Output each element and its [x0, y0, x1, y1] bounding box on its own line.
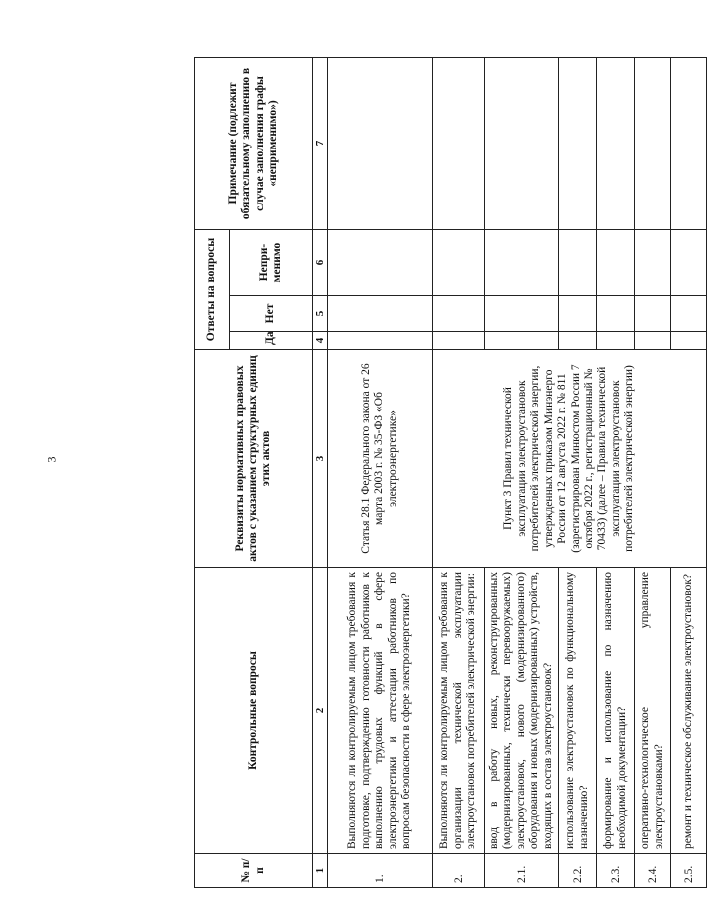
- header-answers: Ответы на вопросы: [195, 230, 230, 350]
- header-number: № п/п: [195, 854, 313, 888]
- answer-no-cell[interactable]: [433, 296, 485, 332]
- legal-acts-cell: Статья 28.1 Федерального закона от 26 марта 2003 г. № 35-ФЗ «Об электроэнергетике»: [328, 350, 433, 568]
- column-number: 5: [313, 296, 328, 332]
- note-cell[interactable]: [635, 58, 671, 230]
- checklist-table: [194, 57, 707, 888]
- legal-acts-cell: Пункт 3 Правил технической эксплуатации электроустановок потребителей электрической энергии, утвержденных приказом Минэнерго России от 12 августа 2022 г. № 811 (зарегистрирован Минюстом России 7 октября 2022 г., регистрационный № 70433) (далее – Правила технической эксплуатации электроустановок потребителей электрической энергии): [433, 350, 707, 568]
- note-cell[interactable]: [597, 58, 635, 230]
- answer-no-cell[interactable]: [559, 296, 597, 332]
- column-numbers-row: [313, 58, 328, 888]
- column-number: 7: [313, 58, 328, 230]
- rotated-page-content: [194, 58, 695, 888]
- column-number: 4: [313, 332, 328, 350]
- answer-na-cell[interactable]: [559, 230, 597, 296]
- answer-no-cell[interactable]: [485, 296, 559, 332]
- row-number: 2.2.: [559, 854, 597, 888]
- row-number: 2.: [433, 854, 485, 888]
- answer-yes-cell[interactable]: [433, 332, 485, 350]
- answer-yes-cell[interactable]: [328, 332, 433, 350]
- row-number: 2.5.: [671, 854, 707, 888]
- answer-na-cell[interactable]: [597, 230, 635, 296]
- note-cell[interactable]: [559, 58, 597, 230]
- row-number: 2.3.: [597, 854, 635, 888]
- answer-na-cell[interactable]: [433, 230, 485, 296]
- note-cell[interactable]: [671, 58, 707, 230]
- answer-no-cell[interactable]: [328, 296, 433, 332]
- note-cell[interactable]: [485, 58, 559, 230]
- answer-na-cell[interactable]: [635, 230, 671, 296]
- row-number: 2.1.: [485, 854, 559, 888]
- answer-yes-cell[interactable]: [635, 332, 671, 350]
- row-number: 1.: [328, 854, 433, 888]
- answer-yes-cell[interactable]: [597, 332, 635, 350]
- answer-na-cell[interactable]: [328, 230, 433, 296]
- answer-no-cell[interactable]: [671, 296, 707, 332]
- header-note: Примечание (подлежит обязательному заполнению в случае заполнения графы «неприменимо»): [195, 58, 313, 230]
- question-cell: ремонт и техническое обслуживание электроустановок?: [671, 568, 707, 854]
- question-cell: Выполняются ли контролируемым лицом требования к подготовке, подтверждению готовности работников к выполнению трудовых функций в сфере электроэнергетики и аттестации работников по вопросам безопасности в сфере электроэнергетики?: [328, 568, 433, 854]
- question-cell: использование электроустановок по функциональному назначению?: [559, 568, 597, 854]
- answer-na-cell[interactable]: [485, 230, 559, 296]
- answer-yes-cell[interactable]: [559, 332, 597, 350]
- header-no: Нет: [230, 296, 313, 332]
- answer-na-cell[interactable]: [671, 230, 707, 296]
- question-cell: формирование и использование по назначению необходимой документации?: [597, 568, 635, 854]
- header-not-applicable: Непри-менимо: [230, 230, 313, 296]
- column-number: 1: [313, 854, 328, 888]
- page-number: 3: [44, 456, 59, 463]
- header-questions: Контрольные вопросы: [195, 568, 313, 854]
- answer-yes-cell[interactable]: [485, 332, 559, 350]
- row-number: 2.4.: [635, 854, 671, 888]
- header-yes: Да: [230, 332, 313, 350]
- column-number: 3: [313, 350, 328, 568]
- question-cell: оперативно-технологическое управление электроустановками?: [635, 568, 671, 854]
- table-row: [433, 58, 485, 888]
- table-row: [328, 58, 433, 888]
- question-cell: Выполняются ли контролируемым лицом требования к организации технической эксплуатации электроустановок потребителей электрической энергии:: [433, 568, 485, 854]
- answer-no-cell[interactable]: [597, 296, 635, 332]
- header-acts: Реквизиты нормативных правовых актов с указанием структурных единиц этих актов: [195, 350, 313, 568]
- answer-yes-cell[interactable]: [671, 332, 707, 350]
- column-number: 6: [313, 230, 328, 296]
- question-cell: ввод в работу новых, реконструированных (модернизированных, технически перевооружаемых) электроустановок, нового (модернизированного) оборудования и новых (модернизированных) устройств, входящих в состав электроустановок?: [485, 568, 559, 854]
- note-cell[interactable]: [433, 58, 485, 230]
- note-cell[interactable]: [328, 58, 433, 230]
- answer-no-cell[interactable]: [635, 296, 671, 332]
- column-number: 2: [313, 568, 328, 854]
